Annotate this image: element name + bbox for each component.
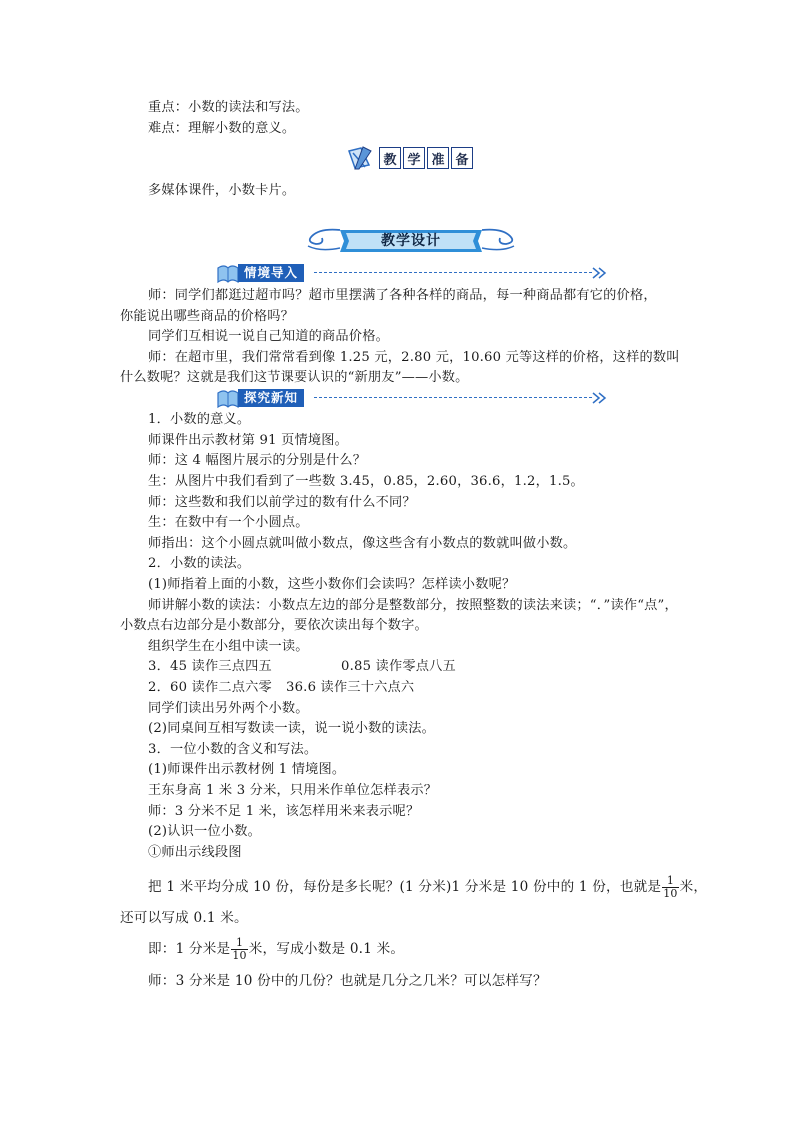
reading-example: 36.6 读作三十六点六 bbox=[286, 680, 415, 695]
double-chevron-icon bbox=[590, 264, 608, 282]
fraction-line-3-suffix: 米，写成小数是 0.1 米。 bbox=[248, 941, 405, 957]
dashed-divider bbox=[314, 397, 592, 398]
fraction-numerator: 1 bbox=[662, 875, 678, 888]
fraction-line-1 bbox=[148, 874, 707, 900]
reading-example: 2．60 读作二点六零 bbox=[148, 680, 272, 695]
section-explore-new bbox=[216, 388, 608, 408]
double-chevron-icon bbox=[590, 389, 608, 407]
explore-line: 2．小数的读法。 bbox=[148, 556, 251, 571]
intro-line-5: 什么数呢？这就是我们这节课要认识的“新朋友”——小数。 bbox=[120, 370, 469, 385]
section-tag: 情境导入 bbox=[238, 264, 304, 282]
teaching-prep-banner bbox=[347, 144, 475, 172]
dashed-divider bbox=[314, 272, 592, 273]
explore-line: 1．小数的意义。 bbox=[148, 412, 251, 427]
last-question-line: 师：3 分米是 10 份中的几份？也就是几分之几米？可以怎样写？ bbox=[148, 973, 547, 989]
explore-line: 3．一位小数的含义和写法。 bbox=[148, 742, 318, 757]
prep-title-char-3: 准 bbox=[427, 147, 449, 169]
prep-content: 多媒体课件，小数卡片。 bbox=[148, 183, 296, 198]
fraction-one-tenth bbox=[662, 875, 678, 900]
fraction-numerator: 1 bbox=[231, 937, 247, 950]
fraction-line-1-suffix: 米， bbox=[679, 879, 708, 895]
fraction-line-3 bbox=[148, 936, 404, 962]
fraction-one-tenth bbox=[231, 937, 247, 962]
key-point-line: 重点：小数的读法和写法。 bbox=[148, 100, 309, 115]
explore-line: (1)师课件出示教材例 1 情境图。 bbox=[148, 762, 346, 777]
explore-line: 王东身高 1 米 3 分米，只用米作单位怎样表示？ bbox=[148, 783, 438, 798]
difficulty-line: 难点：理解小数的意义。 bbox=[148, 121, 296, 136]
explore-line: 生：从图片中我们看到了一些数 3.45，0.85，2.60，36.6，1.2，1.5。 bbox=[148, 474, 584, 489]
fraction-denominator: 10 bbox=[663, 887, 678, 900]
fraction-line-1-text: 把 1 米平均分成 10 份，每份是多长呢？(1 分米)1 分米是 10 份中的 1 份，也就是 bbox=[148, 879, 662, 895]
explore-line: ①师出示线段图 bbox=[148, 845, 242, 860]
teaching-design-banner bbox=[300, 226, 522, 256]
design-title: 教学设计 bbox=[381, 233, 441, 249]
fraction-line-2: 还可以写成 0.1 米。 bbox=[120, 910, 248, 926]
prep-title-char-2: 学 bbox=[403, 147, 425, 169]
prep-title-char-1: 教 bbox=[379, 147, 401, 169]
section-scenario-intro bbox=[216, 263, 608, 283]
explore-line: (1)师指着上面的小数，这些小数你们会读吗？怎样读小数呢？ bbox=[148, 577, 516, 592]
fraction-line-3-text: 即：1 分米是 bbox=[148, 941, 231, 957]
intro-line-2: 你能说出哪些商品的价格吗？ bbox=[120, 309, 295, 324]
explore-line: 同学们读出另外两个小数。 bbox=[148, 701, 309, 716]
explore-line: 师课件出示教材第 91 页情境图。 bbox=[148, 433, 349, 448]
intro-line-4: 师：在超市里，我们常常看到像 1.25 元，2.80 元，10.60 元等这样的价格，这样的数叫 bbox=[148, 350, 680, 365]
pencil-book-icon bbox=[347, 145, 373, 171]
book-icon bbox=[216, 387, 240, 409]
explore-line: (2)认识一位小数。 bbox=[148, 824, 261, 839]
explore-line: 小数点右边部分是小数部分，要依次读出每个数字。 bbox=[120, 618, 428, 633]
explore-line: 生：在数中有一个小圆点。 bbox=[148, 515, 309, 530]
reading-example: 3．45 读作三点四五 bbox=[148, 659, 272, 674]
explore-line: 师：3 分米不足 1 米，该怎样用米来表示呢？ bbox=[148, 804, 420, 819]
explore-line: 师：这些数和我们以前学过的数有什么不同？ bbox=[148, 495, 416, 510]
explore-line: 组织学生在小组中读一读。 bbox=[148, 639, 309, 654]
section-tag: 探究新知 bbox=[238, 389, 304, 407]
explore-line: 师讲解小数的读法：小数点左边的部分是整数部分，按照整数的读法来读；“．”读作“点”， bbox=[148, 598, 678, 613]
fraction-denominator: 10 bbox=[232, 949, 247, 962]
reading-example: 0.85 读作零点八五 bbox=[341, 659, 456, 674]
explore-line: (2)同桌间互相写数读一读，说一说小数的读法。 bbox=[148, 721, 436, 736]
intro-line-3: 同学们互相说一说自己知道的商品价格。 bbox=[148, 329, 389, 344]
explore-line: 师：这 4 幅图片展示的分别是什么？ bbox=[148, 453, 367, 468]
intro-line-1: 师：同学们都逛过超市吗？超市里摆满了各种各样的商品，每一种商品都有它的价格， bbox=[148, 288, 657, 303]
book-icon bbox=[216, 262, 240, 284]
prep-title-char-4: 备 bbox=[451, 147, 473, 169]
explore-line: 师指出：这个小圆点就叫做小数点，像这些含有小数点的数就叫做小数。 bbox=[148, 536, 577, 551]
